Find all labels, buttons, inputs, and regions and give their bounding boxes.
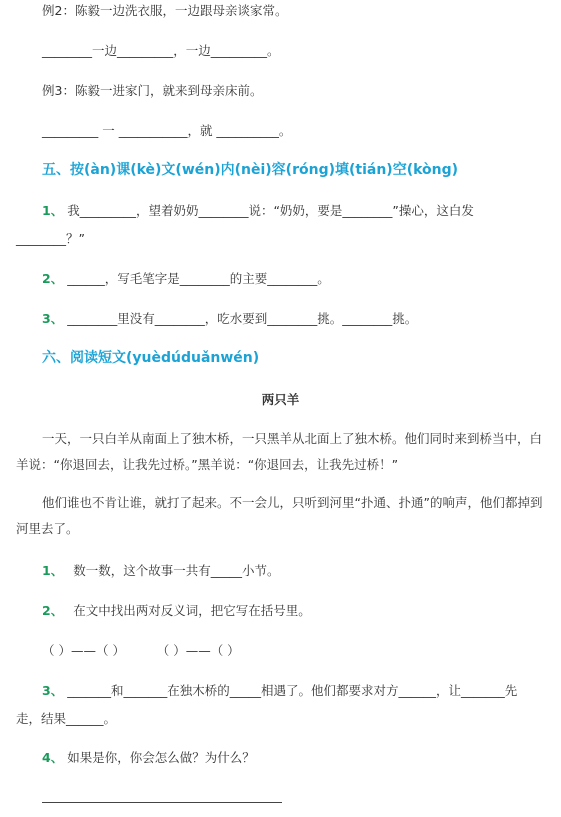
story-paragraph-1: 一天，一只白羊从南面上了独木桥，一只黑羊从北面上了独木桥。他们同时来到桥当中，白羊说：“你退回去，让我先过桥。”黑羊说：“你退回去，让我先过桥！” — [16, 431, 543, 472]
question-text: _______和_______在独木桥的_____相遇了。他们都要求对方______，让_______先 — [67, 683, 518, 698]
question-number: 2、 — [42, 603, 64, 618]
example-3-sentence: 例3：陈毅一进家门，就来到母亲床前。 — [42, 83, 263, 98]
s6-question-4 — [42, 749, 551, 767]
question-text: ________里没有________，吃水要到________挑。________挑。 — [67, 311, 418, 326]
s5-question-3 — [42, 310, 551, 328]
s5-question-1-continued: ________？” — [16, 231, 85, 246]
story-title: 两只羊 — [261, 392, 300, 407]
s6-question-1 — [42, 562, 551, 580]
example-2-sentence: 例2：陈毅一边洗衣服，一边跟母亲谈家常。 — [42, 3, 288, 18]
question-text: ______，写毛笔字是________的主要________。 — [67, 271, 330, 286]
answer-line — [42, 802, 282, 803]
question-number: 1、 — [42, 203, 64, 218]
question-text: 如果是你，你会怎么做？为什么？ — [67, 750, 255, 765]
antonym-brackets: （ ）——（ ） （ ）——（ ） — [42, 643, 240, 658]
question-number: 3、 — [42, 683, 64, 698]
s6-question-2 — [42, 602, 551, 620]
question-number: 1、 — [42, 563, 64, 578]
question-number: 4、 — [42, 750, 64, 765]
example-3-blank: _________ 一 ___________，就 __________。 — [42, 123, 292, 138]
s5-question-1 — [42, 202, 551, 220]
question-number: 3、 — [42, 311, 64, 326]
question-text: 我_________，望着奶奶________说：“奶奶，要是________”操心，这白发 — [67, 203, 474, 218]
example-2-blank: ________一边_________，一边_________。 — [42, 43, 280, 58]
question-text: 在文中找出两对反义词，把它写在括号里。 — [73, 603, 311, 618]
story-paragraph-2: 他们谁也不肯让谁，就打了起来。不一会儿，只听到河里“扑通、扑通”的响声，他们都掉到河里去了。 — [16, 495, 543, 536]
s6-question-3-continued: 走，结果______。 — [16, 711, 117, 726]
section-5-heading: 五、按(àn)课(kè)文(wén)内(nèi)容(róng)填(tián)空(kòng) — [42, 162, 459, 178]
section-6-heading: 六、阅读短文(yuèdúduǎnwén) — [42, 350, 260, 366]
question-number: 2、 — [42, 271, 64, 286]
s6-question-3 — [42, 682, 551, 700]
s5-question-2 — [42, 270, 551, 288]
question-text: 数一数，这个故事一共有_____小节。 — [73, 563, 280, 578]
